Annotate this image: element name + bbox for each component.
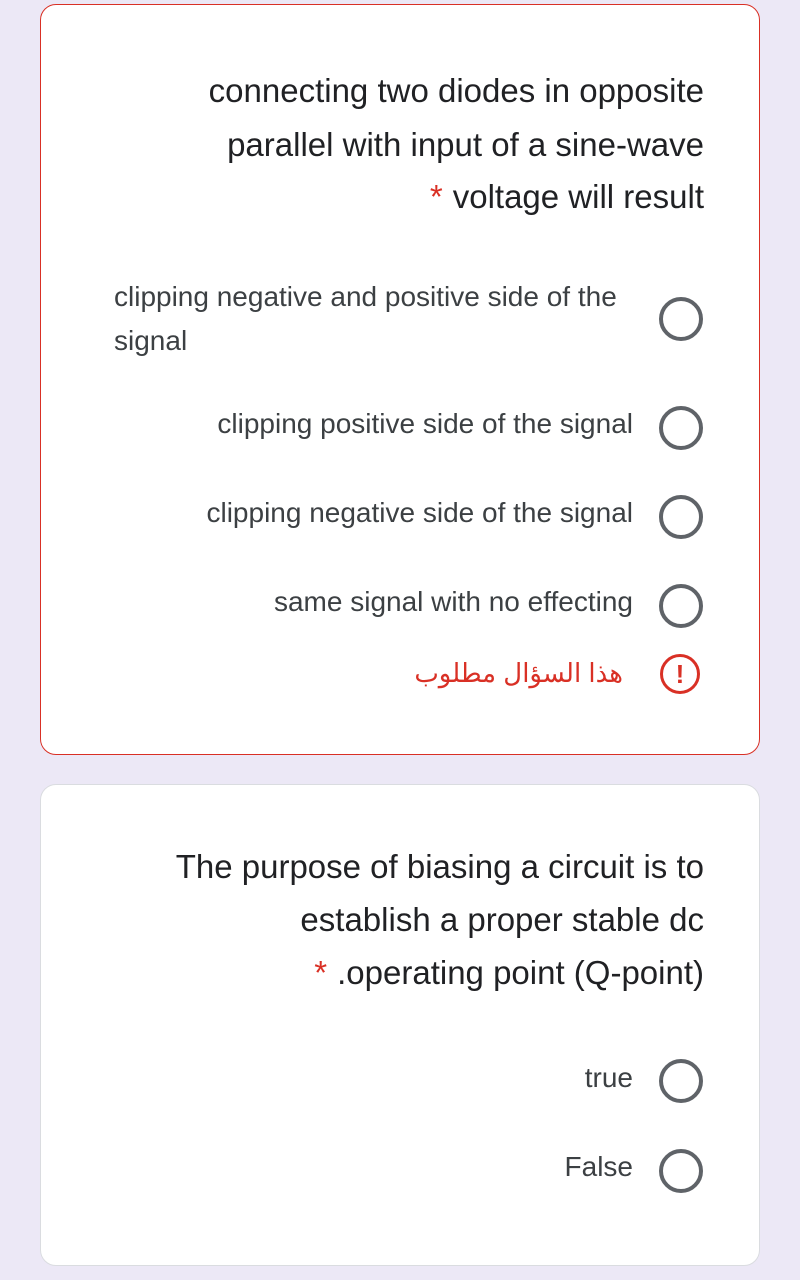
radio-option-1[interactable]	[659, 297, 703, 341]
question-title-line	[430, 177, 704, 217]
radio-option-4[interactable]	[659, 584, 703, 628]
required-error-message: هذا السؤال مطلوب	[414, 658, 623, 688]
question-title-line: connecting two diodes in opposite	[208, 72, 704, 109]
radio-option-3[interactable]	[659, 495, 703, 539]
radio-option-2[interactable]	[659, 406, 703, 450]
option-label[interactable]: False	[564, 1151, 633, 1182]
required-asterisk: *	[429, 178, 443, 215]
radio-option-false[interactable]	[659, 1149, 703, 1193]
question-title-line: The purpose of biasing a circuit is to	[175, 848, 704, 885]
option-label[interactable]: clipping negative and positive side of the signal	[114, 281, 617, 356]
radio-option-true[interactable]	[659, 1059, 703, 1103]
option-label[interactable]: clipping positive side of the signal	[217, 408, 633, 439]
question-title-text: voltage will result	[452, 178, 704, 215]
option-label[interactable]: same signal with no effecting	[273, 586, 633, 617]
question-title-line	[314, 953, 704, 993]
required-asterisk: *	[314, 954, 328, 991]
option-label[interactable]: clipping negative side of the signal	[206, 497, 633, 528]
question-title-line: parallel with input of a sine-wave	[227, 126, 704, 163]
option-label[interactable]: true	[584, 1062, 633, 1093]
question-title-line: establish a proper stable dc	[300, 901, 704, 938]
question-card-2	[40, 784, 760, 1266]
question-title-text: .operating point (Q-point)	[337, 954, 704, 991]
question-card-1	[40, 4, 760, 755]
error-icon: !	[660, 654, 700, 694]
